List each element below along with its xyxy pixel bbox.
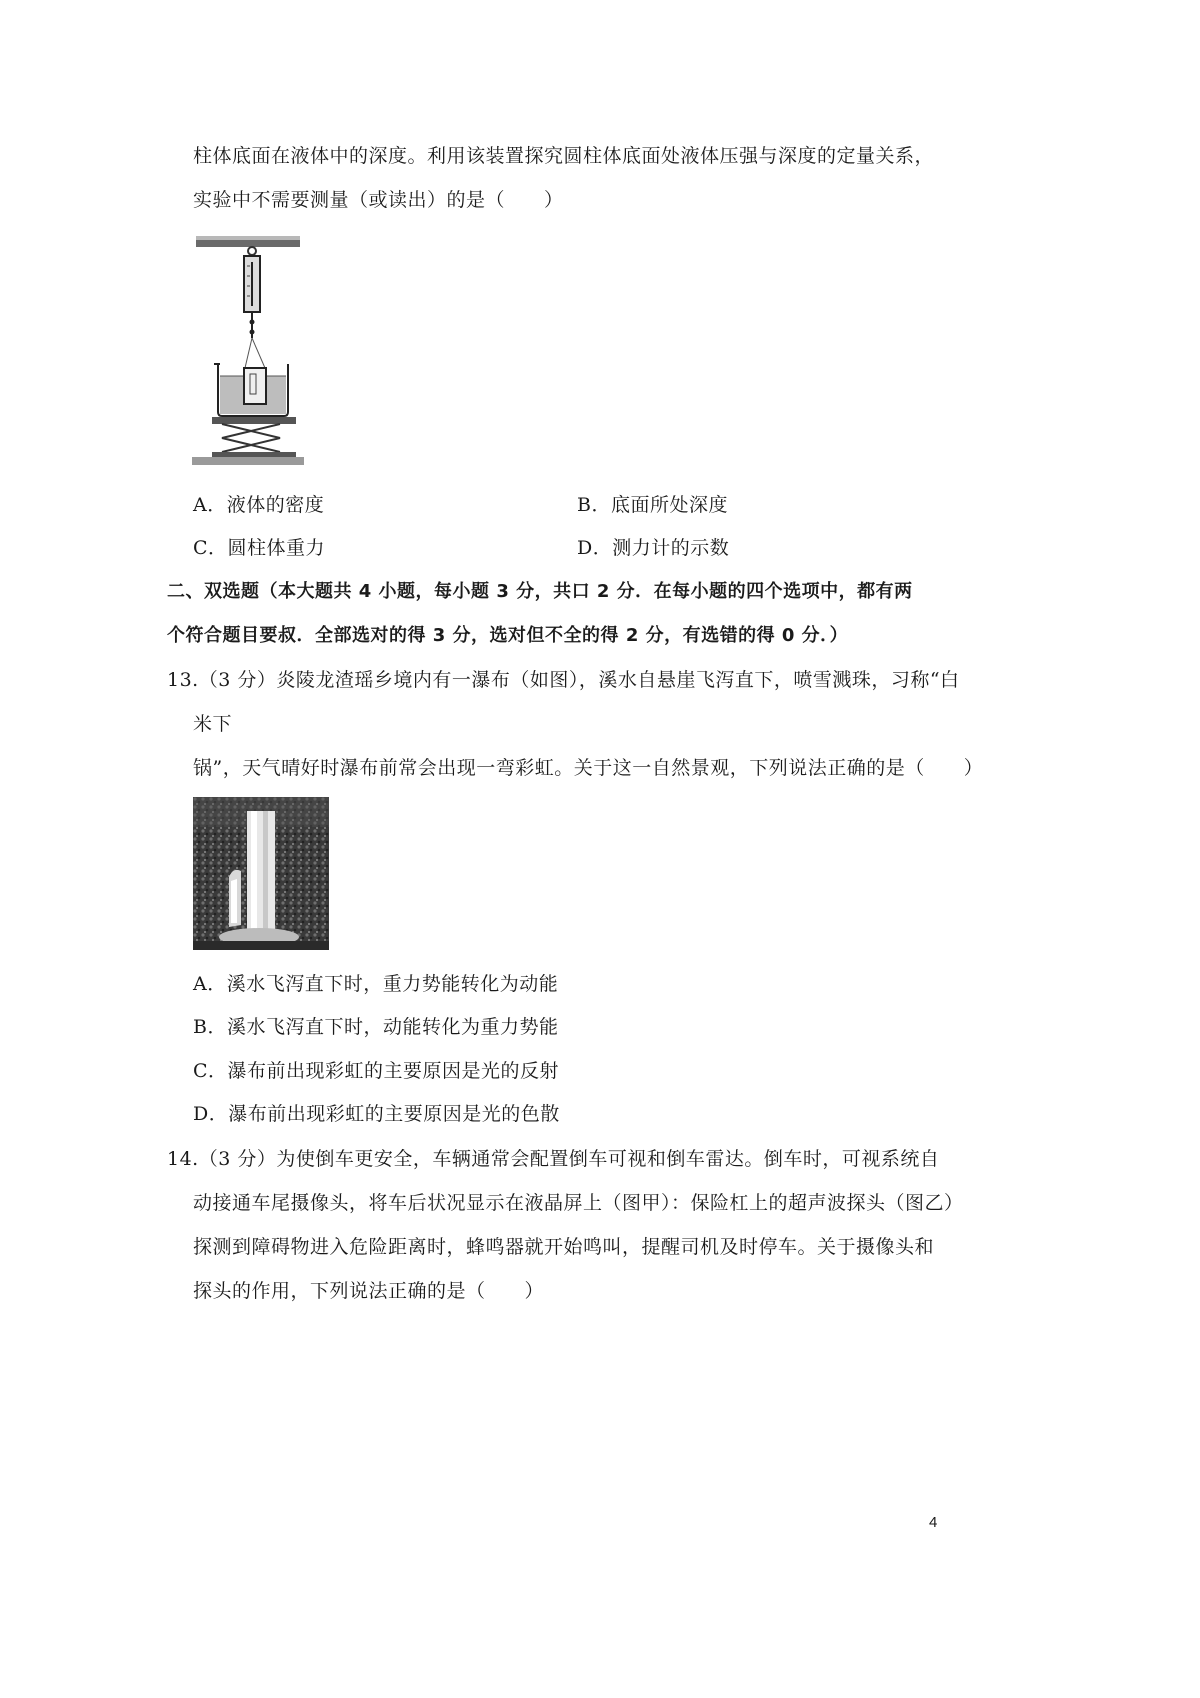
q12-option-d: D．测力计的示数: [577, 537, 730, 559]
q12-option-c: C．圆柱体重力: [193, 537, 326, 559]
section2-heading-line-1: 二、双选题（本大题共 4 小题，每小题 3 分，共口 2 分．在每小题的四个选项中，都有两: [167, 581, 913, 602]
page-number: 4: [929, 1514, 938, 1531]
q12-text-line-1: 柱体底面在液体中的深度。利用该装置探究圆柱体底面处液体压强与深度的定量关系，: [193, 145, 935, 167]
q14-text-line-3: 探测到障碍物进入危险距离时，蜂鸣器就开始鸣叫，提醒司机及时停车。关于摄像头和: [193, 1236, 935, 1258]
q13-option-b: B．溪水飞泻直下时，动能转化为重力势能: [193, 1016, 559, 1038]
q13-text-line-1: 13.（3 分）炎陵龙渣瑶乡境内有一瀑布（如图），溪水自悬崖飞泻直下，喷雪溅珠，习称“白: [167, 669, 960, 691]
waterfall-photo: [193, 797, 329, 950]
cylinder: [244, 368, 266, 404]
q13-option-c: C．瀑布前出现彩虹的主要原因是光的反射: [193, 1060, 560, 1082]
q12-option-b: B．底面所处深度: [577, 494, 728, 516]
spring-scale-figure: [190, 236, 306, 468]
q14-text-line-1: 14.（3 分）为使倒车更安全，车辆通常会配置倒车可视和倒车雷达。倒车时，可视系统自: [167, 1148, 940, 1170]
q14-text-line-2: 动接通车尾摄像头，将车后状况显示在液晶屏上（图甲）：保险杠上的超声波探头（图乙）: [193, 1192, 964, 1214]
ceiling-bar: [196, 240, 300, 247]
ground-base: [192, 457, 304, 465]
q12-option-a: A．液体的密度: [193, 494, 325, 516]
q13-text-line-2: 米下: [193, 713, 233, 735]
section2-heading-line-2: 个符合题目要叔．全部选对的得 3 分，选对但不全的得 2 分，有选错的得 0 分．）: [167, 625, 849, 646]
lift-platform: [212, 417, 296, 424]
q12-text-line-2: 实验中不需要测量（或读出）的是（ ）: [193, 189, 564, 211]
q13-text-line-3: 锅”，天气晴好时瀑布前常会出现一弯彩虹。关于这一自然景观，下列说法正确的是（ ）: [193, 757, 984, 779]
q14-text-line-4: 探头的作用，下列说法正确的是（ ）: [193, 1280, 545, 1302]
q13-option-d: D．瀑布前出现彩虹的主要原因是光的色散: [193, 1103, 560, 1125]
q13-option-a: A．溪水飞泻直下时，重力势能转化为动能: [193, 973, 559, 995]
